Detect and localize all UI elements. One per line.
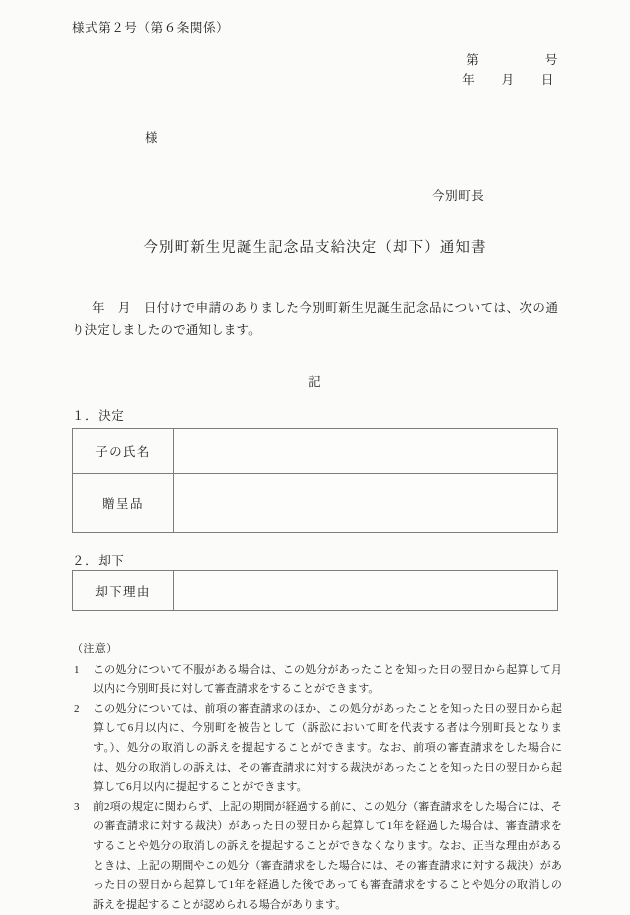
issuer-name: 今別町長: [432, 189, 485, 203]
note-text: この処分について不服がある場合は、この処分があったことを知った日の翌日から起算して月以内に今別町長に対して審査請求をすることができます。: [93, 663, 562, 696]
table-row: [73, 571, 558, 611]
row-value-rejection-reason[interactable]: [174, 571, 558, 611]
body-paragraph: [72, 297, 558, 341]
section-heading-decision: １．決定: [72, 409, 125, 423]
row-label-gift-item: 贈呈品: [73, 474, 174, 533]
notes-title: （注意）: [72, 643, 118, 655]
notes-section: [72, 640, 562, 915]
form-number: 様式第２号（第６条関係）: [72, 21, 230, 35]
document-number-field: 第 号: [466, 53, 558, 67]
table-row: [73, 429, 558, 474]
rejection-table: [72, 570, 558, 611]
note-item: [72, 661, 562, 700]
row-label-child-name: 子の氏名: [73, 429, 174, 474]
decision-table: [72, 428, 558, 533]
document-title: 今別町新生児誕生記念品支給決定（却下）通知書: [143, 240, 487, 256]
note-item: [72, 700, 562, 798]
ki-marker: 記: [308, 375, 322, 389]
table-row: [73, 474, 558, 533]
document-date-field: 年 月 日: [462, 73, 554, 87]
row-label-rejection-reason: 却下理由: [73, 571, 174, 611]
row-value-child-name[interactable]: [174, 429, 558, 474]
addressee-field: 様: [145, 131, 159, 145]
note-text: 前2項の規定に関わらず、上記の期間が経過する前に、この処分（審査請求をした場合には、その審査請求に対する裁決）があった日の翌日から起算して1年を経過した場合は、審査請求をすることや処分の取消しの訴えを提起することができなくなります。なお、正当な理由があるときは、上記の期間やこの処分（審査請求をした場合には、その審査請求に対する裁決）があった日の翌日から起算して1年を経過した後であっても審査請求をすることや処分の取消しの訴えを提起することが認められる場合があります。: [93, 800, 562, 911]
note-text: この処分については、前項の審査請求のほか、この処分があったことを知った日の翌日から起算して6月以内に、今別町を被告として（訴訟において町を代表する者は今別町長となります。）、処分の取消しの訴えを提起することができます。なお、前項の審査請求をした場合には、処分の取消しの訴えは、その審査請求に対する裁決があったことを知った日の翌日から起算して6月以内に提起することができます。: [93, 702, 562, 794]
note-number: 2: [74, 702, 80, 715]
note-number: 3: [74, 800, 80, 813]
row-value-gift-item[interactable]: [174, 474, 558, 533]
body-paragraph-text: 年 月 日付けで申請のありました今別町新生児誕生記念品については、次の通り決定しましたので通知します。: [72, 301, 558, 337]
document-meta-block: [462, 50, 558, 90]
section-heading-rejection: ２．却下: [72, 554, 125, 568]
note-item: [72, 798, 562, 915]
note-number: 1: [74, 663, 80, 676]
